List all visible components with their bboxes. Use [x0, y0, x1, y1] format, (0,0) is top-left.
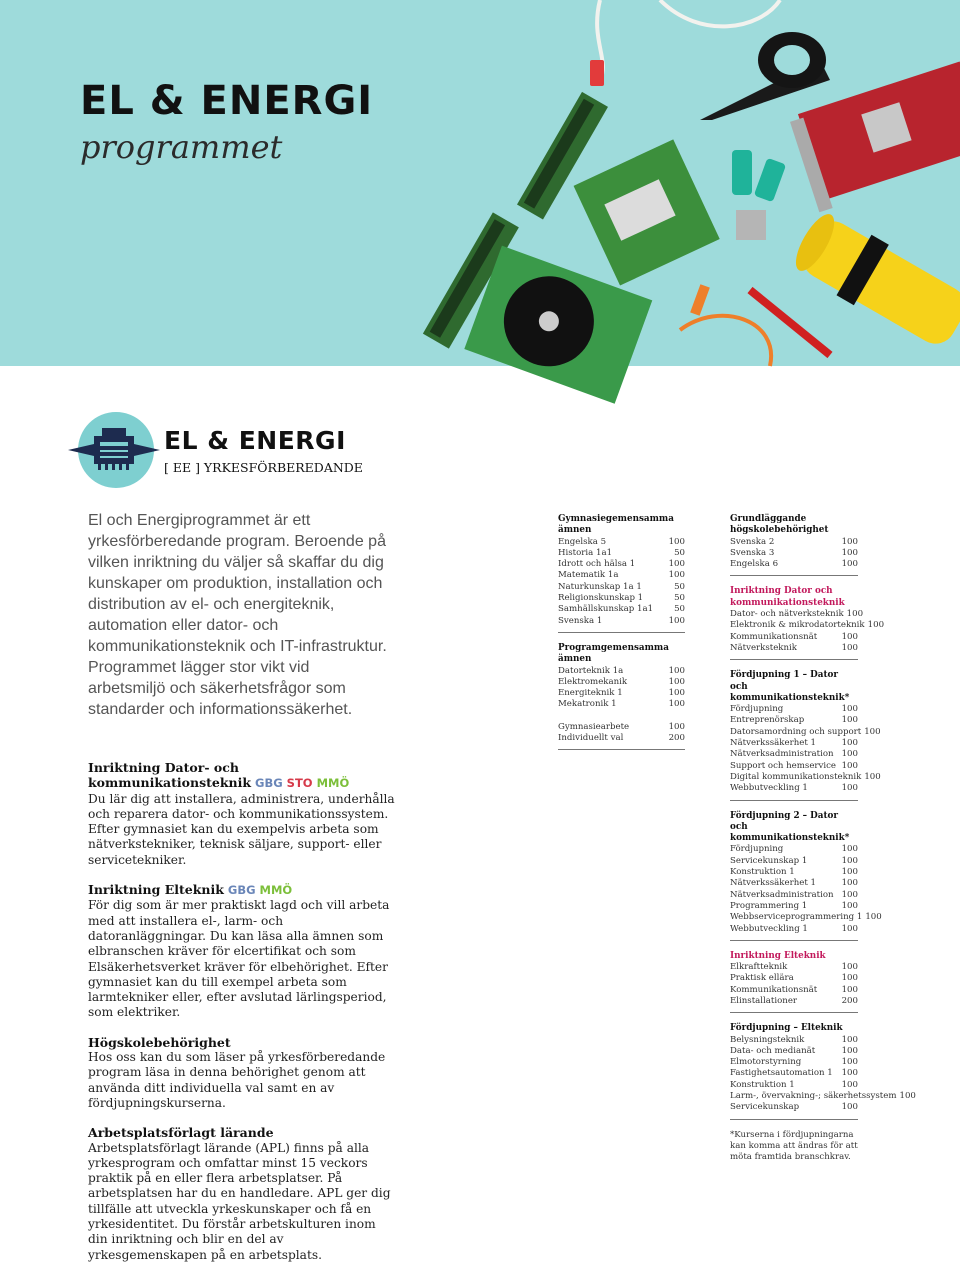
- hero-banner: [0, 0, 960, 366]
- course-row: [730, 609, 864, 620]
- section-title: Inriktning Dator- och kommunikationsteknik GBG STO MMÖ: [88, 760, 350, 791]
- course-row: [730, 771, 881, 783]
- section-body: För dig som är mer praktiskt lagd och vill arbeta med att installera el-, larm- och datoranläggningar. Du kan läsa alla ämnen som elbranschen kräver för elcertifikat och som Elsäkerhetsverket kräver för elbehörighet. Efter gymnasiet kan du till exempel arbeta som larmtekniker eller, efter avslutad lärlingsperiod, som elektriker.: [88, 898, 390, 1020]
- course-points: 100: [841, 900, 858, 911]
- course-name: Servicekunskap: [730, 1102, 800, 1113]
- course-row: [558, 688, 685, 699]
- section-3: [88, 1125, 398, 1263]
- course-points: 50: [674, 604, 685, 615]
- course-group-title: Grundläggande högskolebehörighet: [730, 514, 829, 536]
- course-name: Elektromekanik: [558, 676, 628, 687]
- course-name: Elektronik & mikrodatorteknik: [730, 620, 865, 631]
- section-1: [88, 882, 398, 1021]
- logo-subtitle: [ EE ] YRKESFÖRBEREDANDE: [164, 460, 363, 475]
- divider: [730, 940, 858, 941]
- course-points: 100: [841, 878, 858, 889]
- course-row: [730, 738, 858, 749]
- divider: [730, 1119, 858, 1120]
- course-points: 100: [668, 676, 685, 687]
- course-name: Entreprenörskap: [730, 715, 805, 726]
- course-row: [730, 643, 858, 654]
- course-row: [730, 890, 858, 901]
- course-points: 100: [846, 609, 864, 620]
- course-group: [730, 586, 885, 660]
- course-row: [730, 783, 858, 794]
- course-points: 100: [841, 973, 858, 984]
- course-name: Nätverkssäkerhet 1: [730, 738, 816, 749]
- school-tag: GBG: [255, 776, 283, 791]
- divider: [730, 575, 858, 576]
- course-points: 50: [674, 593, 685, 604]
- course-row: [730, 996, 858, 1007]
- course-points: 100: [668, 559, 685, 570]
- course-name: Samhällskunskap 1a1: [558, 604, 654, 615]
- program-logo: [64, 410, 384, 490]
- course-name: Individuellt val: [558, 733, 624, 744]
- course-name: Larm-, övervakning-; säkerhetssystem: [730, 1091, 897, 1102]
- electronics-photo: [0, 0, 960, 366]
- course-points: 100: [841, 923, 858, 934]
- course-row: [730, 704, 858, 715]
- school-tag: GBG: [227, 883, 256, 898]
- course-name: Energiteknik 1: [558, 688, 623, 699]
- school-tag: MMÖ: [316, 776, 350, 791]
- course-points: 100: [841, 704, 858, 715]
- spacer: [558, 711, 685, 722]
- course-row: [730, 973, 858, 984]
- hero-subtitle: programmet: [80, 128, 283, 166]
- course-points: 100: [841, 984, 858, 995]
- course-name: Praktisk ellära: [730, 973, 794, 984]
- divider: [730, 659, 858, 660]
- course-points: 100: [841, 547, 858, 558]
- footnote: *Kurserna i fördjupningarna kan komma att ändras för att möta framtida branschkrav.: [730, 1129, 858, 1162]
- course-column-1: [558, 514, 685, 760]
- course-name: Webbserviceprogrammering 1: [730, 912, 863, 923]
- course-name: Belysningsteknik: [730, 1034, 805, 1045]
- course-name: Datorteknik 1a: [558, 665, 624, 676]
- course-group: [558, 514, 685, 633]
- course-name: Nätverksadministration: [730, 749, 834, 760]
- course-row: [730, 912, 882, 923]
- course-row: [730, 1080, 858, 1091]
- course-points: 100: [841, 749, 858, 760]
- divider: [730, 800, 858, 801]
- course-name: Webbutveckling 1: [730, 783, 808, 794]
- course-row: [558, 570, 685, 581]
- course-points: 100: [841, 889, 858, 900]
- course-points: 100: [841, 738, 858, 749]
- course-group-title: Programgemensamma ämnen: [558, 642, 669, 665]
- course-points: 100: [841, 1102, 858, 1113]
- course-name: Religionskunskap 1: [558, 593, 644, 604]
- course-name: Nätverksadministration: [730, 889, 834, 900]
- course-points: 100: [865, 912, 882, 923]
- course-name: Elkraftteknik: [730, 962, 788, 973]
- course-points: 100: [841, 1057, 858, 1068]
- course-row: [558, 616, 685, 627]
- hero-title: EL & ENERGI: [80, 78, 374, 124]
- course-name: Fördjupning: [730, 844, 784, 855]
- course-row: [730, 715, 858, 726]
- course-row: [730, 632, 858, 643]
- course-points: 100: [841, 844, 858, 855]
- course-group: [730, 810, 882, 941]
- course-name: Programmering 1: [730, 900, 808, 911]
- course-row: [730, 1102, 858, 1113]
- divider: [730, 1012, 858, 1013]
- course-column-2: [730, 514, 916, 1163]
- course-row: [558, 699, 685, 710]
- course-name: Data- och medianät: [730, 1045, 816, 1056]
- course-row: [730, 856, 858, 867]
- course-name: Fördjupning: [730, 704, 784, 715]
- course-name: Kommunikationsnät: [730, 631, 818, 642]
- course-group-title: Gymnasiegemensamma ämnen: [558, 514, 674, 536]
- course-points: 100: [668, 615, 685, 626]
- course-name: Datorsamordning och support: [730, 726, 862, 737]
- course-row: [730, 537, 858, 548]
- course-points: 100: [841, 962, 858, 973]
- section-body: Arbetsplatsförlagt lärande (APL) finns på alla yrkesprogram och omfattar minst 15 veckors praktik på en eller flera arbetsplatser. På arbetsplatsen har du en handledare. APL ger dig tillfälle att utveckla yrkeskunskaper och få en yrkesidentitet. Du förstår arbetskulturen inom din inriktning och blir en del av yrkesgemenskapen på en arbetsplats.: [88, 1140, 391, 1262]
- course-points: 100: [841, 855, 858, 866]
- course-row: [730, 559, 858, 570]
- section-2: [88, 1035, 398, 1111]
- course-name: Dator- och nätverksteknik: [730, 609, 844, 620]
- course-points: 100: [864, 726, 881, 737]
- course-name: Support och hemservice: [730, 760, 837, 771]
- course-row: [730, 726, 881, 738]
- course-points: 100: [668, 536, 685, 547]
- course-group-title: Fördjupning – Elteknik: [730, 1023, 843, 1034]
- course-points: 100: [668, 688, 685, 699]
- course-group: [730, 514, 858, 576]
- course-row: [730, 1068, 858, 1079]
- course-group: [730, 670, 881, 800]
- course-group-title: Inriktning Elteknik: [730, 950, 826, 961]
- course-row: [558, 537, 685, 548]
- course-name: Elmotorstyrning: [730, 1057, 802, 1068]
- course-name: Kommunikationsnät: [730, 984, 818, 995]
- course-name: Naturkunskap 1a 1: [558, 581, 642, 592]
- course-group: [730, 1023, 916, 1119]
- course-row: [730, 1091, 916, 1102]
- course-group: [558, 643, 685, 750]
- course-points: 100: [841, 1079, 858, 1090]
- course-row: [558, 604, 685, 615]
- section-body: Du lär dig att installera, administrera, underhålla och reparera dator- och kommunikationssystem. Efter gymnasiet kan du exempelvis arbeta som nätverkstekniker, teknisk säljare, support- eller servicetekniker.: [88, 791, 395, 867]
- course-row: [558, 733, 685, 744]
- section-title: Högskolebehörighet: [88, 1034, 231, 1050]
- course-points: 100: [841, 642, 858, 653]
- course-row: [558, 666, 685, 677]
- course-points: 50: [674, 547, 685, 558]
- course-row: [730, 985, 858, 996]
- course-name: Konstruktion 1: [730, 867, 795, 878]
- course-row: [730, 962, 858, 973]
- course-points: 100: [864, 771, 881, 782]
- section-title: Inriktning Elteknik GBG MMÖ: [88, 882, 293, 898]
- course-row: [558, 559, 685, 570]
- course-points: 100: [841, 760, 858, 771]
- course-points: 100: [841, 559, 858, 570]
- divider: [558, 632, 685, 633]
- course-name: Svenska 2: [730, 536, 775, 547]
- course-points: 100: [867, 620, 885, 631]
- course-row: [730, 620, 885, 631]
- course-points: 100: [841, 631, 858, 642]
- course-row: [730, 1046, 858, 1057]
- course-name: Engelska 5: [558, 536, 607, 547]
- course-name: Svenska 3: [730, 547, 775, 558]
- section-title: Arbetsplatsförlagt lärande: [88, 1125, 274, 1141]
- course-name: Historia 1a1: [558, 547, 613, 558]
- course-points: 100: [841, 1068, 858, 1079]
- course-name: Fastighetsautomation 1: [730, 1068, 833, 1079]
- program-sections: [88, 760, 398, 1277]
- course-group-title: Fördjupning 1 – Dator och kommunikationsteknik*: [730, 670, 850, 703]
- logo-title: EL & ENERGI: [164, 426, 346, 455]
- course-row: [558, 593, 685, 604]
- course-name: Elinstallationer: [730, 995, 798, 1006]
- course-points: 100: [841, 715, 858, 726]
- course-name: Idrott och hälsa 1: [558, 559, 636, 570]
- section-0: [88, 760, 398, 868]
- course-points: 100: [899, 1091, 916, 1102]
- course-points: 100: [841, 1034, 858, 1045]
- course-row: [730, 878, 858, 889]
- course-name: Nätverkssäkerhet 1: [730, 878, 816, 889]
- course-row: [730, 844, 858, 855]
- course-name: Webbutveckling 1: [730, 923, 808, 934]
- course-name: Konstruktion 1: [730, 1079, 795, 1090]
- course-points: 200: [841, 995, 858, 1006]
- course-name: Engelska 6: [730, 559, 779, 570]
- section-body: Hos oss kan du som läser på yrkesförberedande program läsa in denna behörighet genom att använda ditt individuella val samt en av fördjupningskurserna.: [88, 1050, 386, 1110]
- course-group-title: Fördjupning 2 – Dator och kommunikationsteknik*: [730, 810, 850, 844]
- course-points: 100: [668, 721, 685, 732]
- course-points: 100: [841, 867, 858, 878]
- course-points: 100: [841, 783, 858, 794]
- course-row: [730, 1035, 858, 1046]
- course-group-title: Inriktning Dator och kommunikationsteknik: [730, 586, 845, 608]
- course-row: [730, 901, 858, 912]
- course-row: [558, 677, 685, 688]
- course-row: [558, 548, 685, 559]
- course-points: 50: [674, 581, 685, 592]
- school-tag: MMÖ: [259, 883, 293, 898]
- course-points: 200: [668, 733, 685, 744]
- divider: [558, 749, 685, 750]
- course-points: 100: [668, 570, 685, 581]
- course-row: [730, 749, 858, 760]
- intro-text: El och Energiprogrammet är ett yrkesförberedande program. Beroende på vilken inriktning du väljer så skaffar du dig kunskaper om produktion, installation och distribution av el- och energiteknik, automation eller dator- och kommunikationsteknik och IT-infrastruktur. Programmet lägger stor vikt vid arbetsmiljö och säkerhetsfrågor som standarder och informationssäkerhet.: [88, 512, 387, 718]
- course-name: Digital kommunikationsteknik: [730, 771, 862, 782]
- course-name: Gymnasiearbete: [558, 721, 630, 732]
- course-points: 100: [841, 536, 858, 547]
- course-row: [730, 924, 858, 935]
- course-points: 100: [668, 665, 685, 676]
- course-name: Svenska 1: [558, 615, 603, 626]
- course-row: [558, 722, 685, 733]
- course-name: Nätverksteknik: [730, 642, 798, 653]
- course-points: 100: [841, 1045, 858, 1056]
- course-group: [730, 951, 858, 1013]
- circuit-chip-icon: [64, 410, 164, 490]
- course-name: Matematik 1a: [558, 570, 619, 581]
- course-name: Mekatronik 1: [558, 699, 617, 710]
- course-name: Servicekunskap 1: [730, 855, 808, 866]
- course-row: [730, 1057, 858, 1068]
- course-row: [730, 548, 858, 559]
- course-points: 100: [668, 699, 685, 710]
- course-row: [730, 761, 858, 772]
- course-row: [730, 867, 858, 878]
- course-row: [558, 582, 685, 593]
- school-tag: STO: [286, 776, 313, 791]
